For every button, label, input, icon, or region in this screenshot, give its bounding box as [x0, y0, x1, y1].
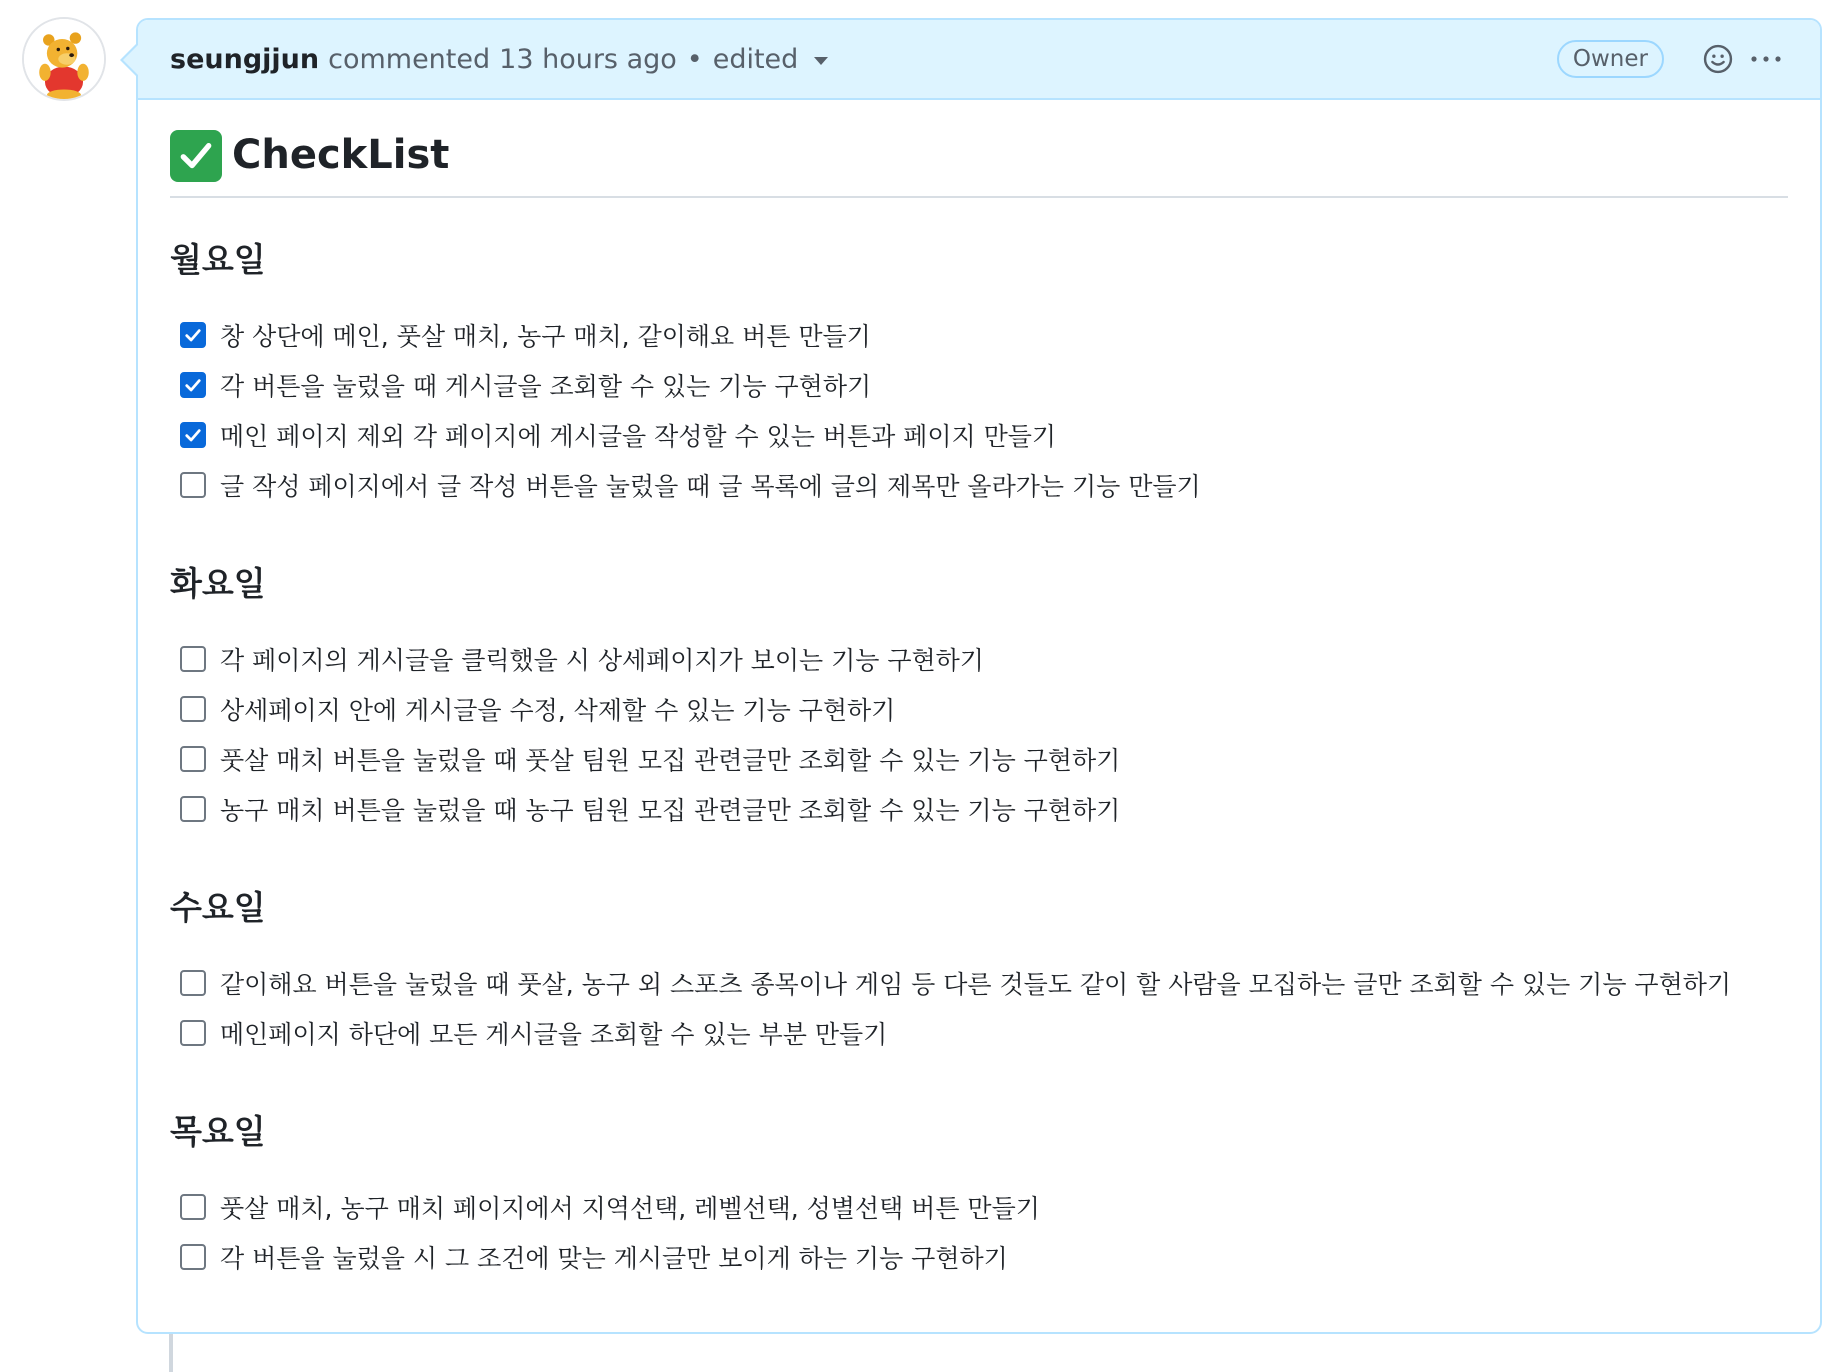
- task-checkbox-unchecked[interactable]: [180, 1020, 206, 1046]
- timeline-line: [169, 1330, 173, 1372]
- task-checkbox-unchecked[interactable]: [180, 696, 206, 722]
- task-text: 글 작성 페이지에서 글 작성 버튼을 눌렀을 때 글 목록에 글의 제목만 올라가는 기능 만들기: [220, 472, 1201, 501]
- day-heading: 수요일: [170, 888, 266, 927]
- task-text: 농구 매치 버튼을 눌렀을 때 농구 팀원 모집 관련글만 조회할 수 있는 기능 구현하기: [220, 796, 1121, 825]
- task-checkbox-checked[interactable]: [180, 372, 206, 398]
- edited-label: edited: [712, 43, 799, 75]
- day-heading: 목요일: [170, 1112, 266, 1151]
- task-list-item: [170, 684, 1788, 734]
- owner-badge: Owner: [1557, 40, 1664, 78]
- task-text: 상세페이지 안에 게시글을 수정, 삭제할 수 있는 기능 구현하기: [220, 696, 896, 725]
- task-checkbox-unchecked[interactable]: [180, 646, 206, 672]
- edited-dropdown[interactable]: [713, 44, 829, 75]
- task-checkbox-unchecked[interactable]: [180, 1194, 206, 1220]
- day-heading: 화요일: [170, 564, 266, 603]
- header-actions: [1557, 39, 1786, 79]
- task-list-item: [170, 360, 1788, 410]
- task-list-item: [170, 460, 1788, 510]
- task-list: [170, 634, 1788, 834]
- add-reaction-button[interactable]: [1698, 39, 1738, 79]
- task-text: 창 상단에 메인, 풋살 매치, 농구 매치, 같이해요 버튼 만들기: [220, 322, 871, 351]
- white-check-mark-emoji: [170, 130, 222, 182]
- task-list-item: [170, 958, 1788, 1008]
- task-list: [170, 958, 1788, 1058]
- task-text: 같이해요 버튼을 눌렀을 때 풋살, 농구 외 스포츠 종목이나 게임 등 다른 것들도 같이 할 사람을 모집하는 글만 조회할 수 있는 기능 구현하기: [220, 970, 1732, 999]
- triangle-down-icon: [814, 57, 828, 65]
- comment-timestamp[interactable]: 13 hours ago: [499, 43, 677, 75]
- comment-pointer-fill: [123, 44, 139, 76]
- task-checkbox-unchecked[interactable]: [180, 970, 206, 996]
- task-text: 풋살 매치, 농구 매치 페이지에서 지역선택, 레벨선택, 성별선택 버튼 만들기: [220, 1194, 1040, 1223]
- day-section: [170, 562, 1788, 834]
- checklist-heading: [170, 128, 1788, 198]
- checklist-sections: [170, 238, 1788, 1282]
- task-list: [170, 1182, 1788, 1282]
- task-list-item: [170, 784, 1788, 834]
- task-list-item: [170, 734, 1788, 784]
- comment-header: [138, 20, 1820, 100]
- task-list-item: [170, 1008, 1788, 1058]
- comment-action: commented: [328, 43, 491, 75]
- task-list: [170, 310, 1788, 510]
- more-options-button[interactable]: [1746, 39, 1786, 79]
- author-link[interactable]: seungjjun: [170, 43, 320, 75]
- task-checkbox-unchecked[interactable]: [180, 796, 206, 822]
- task-checkbox-unchecked[interactable]: [180, 746, 206, 772]
- task-checkbox-unchecked[interactable]: [180, 1244, 206, 1270]
- avatar[interactable]: [22, 17, 106, 101]
- task-text: 메인페이지 하단에 모든 게시글을 조회할 수 있는 부분 만들기: [220, 1020, 888, 1049]
- checkmark-icon: [183, 425, 203, 445]
- task-checkbox-checked[interactable]: [180, 322, 206, 348]
- comment-card: [136, 18, 1822, 1334]
- task-text: 각 버튼을 눌렀을 때 게시글을 조회할 수 있는 기능 구현하기: [220, 372, 872, 401]
- day-section: [170, 1110, 1788, 1282]
- checkmark-icon: [183, 375, 203, 395]
- task-list-item: [170, 634, 1788, 684]
- comment-body: [138, 100, 1820, 1282]
- smiley-icon: [1703, 44, 1733, 74]
- check-icon: [177, 137, 215, 175]
- checklist-title: CheckList: [232, 132, 450, 178]
- task-text: 풋살 매치 버튼을 눌렀을 때 풋살 팀원 모집 관련글만 조회할 수 있는 기능 구현하기: [220, 746, 1121, 775]
- task-text: 메인 페이지 제외 각 페이지에 게시글을 작성할 수 있는 버튼과 페이지 만들기: [220, 422, 1057, 451]
- checkmark-icon: [183, 325, 203, 345]
- task-text: 각 페이지의 게시글을 클릭했을 시 상세페이지가 보이는 기능 구현하기: [220, 646, 984, 675]
- kebab-horizontal-icon: [1750, 54, 1782, 64]
- task-text: 각 버튼을 눌렀을 시 그 조건에 맞는 게시글만 보이게 하는 기능 구현하기: [220, 1244, 1008, 1273]
- separator-dot: •: [686, 43, 703, 75]
- task-list-item: [170, 310, 1788, 360]
- comment-meta: [170, 44, 828, 75]
- task-list-item: [170, 410, 1788, 460]
- task-list-item: [170, 1182, 1788, 1232]
- day-section: [170, 238, 1788, 510]
- avatar-image: [24, 19, 104, 99]
- day-heading: 월요일: [170, 240, 266, 279]
- task-checkbox-checked[interactable]: [180, 422, 206, 448]
- task-list-item: [170, 1232, 1788, 1282]
- day-section: [170, 886, 1788, 1058]
- task-checkbox-unchecked[interactable]: [180, 472, 206, 498]
